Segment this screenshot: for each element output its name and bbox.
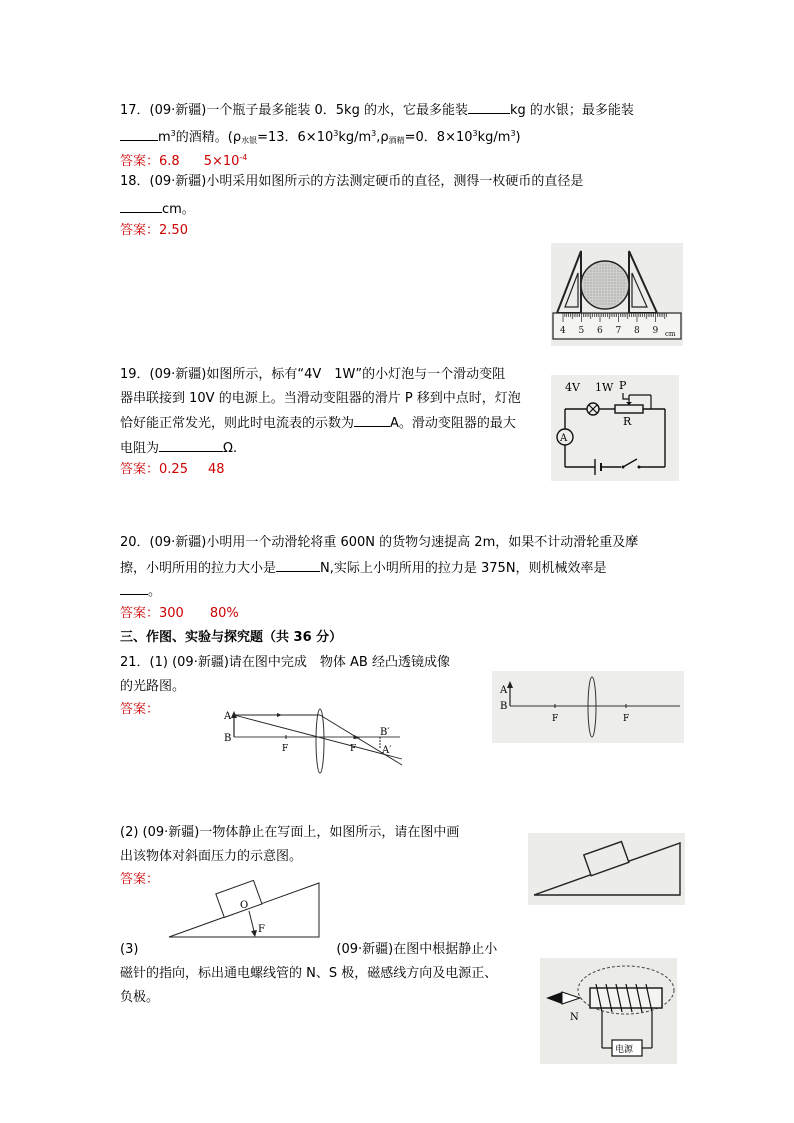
q19-text: 恰好能正常发光，则此时电流表的示数为 — [120, 416, 355, 431]
circuit-svg — [551, 375, 679, 481]
circuit-figure — [551, 375, 679, 481]
q21-2-line1 — [120, 823, 459, 843]
q18-text: 18．(09·新疆)小明采用如图所示的方法测定硬币的直径，测得一枚硬币的直径是 — [120, 174, 584, 189]
q17-text: 水银 — [241, 136, 258, 145]
q19-line3 — [120, 412, 516, 434]
ruler-tick-label: 7 — [615, 326, 622, 336]
q17-text: 3 — [170, 129, 176, 138]
section-title — [120, 628, 342, 648]
ruler-unit: cm — [665, 330, 676, 338]
q19-blank-resistance[interactable] — [159, 437, 223, 452]
label-1w: 1W — [595, 381, 614, 394]
convex-lens — [316, 709, 324, 773]
q17-text: =0．8×10 — [404, 130, 473, 145]
answer-value: 6.8 — [159, 154, 180, 169]
q17-text: kg/m — [338, 130, 372, 145]
answer-label: 答案： — [120, 462, 160, 477]
q19-text: Ω. — [223, 441, 238, 456]
solenoid-svg — [540, 958, 677, 1064]
section-title-text: 三、作图、实验与探究题（共 36 分） — [120, 630, 343, 645]
label-a-prime: A′ — [382, 745, 392, 756]
answer-label: 答案： — [120, 606, 160, 621]
q19-line2 — [120, 389, 521, 409]
label-b: B — [224, 733, 232, 744]
q21-3-text: (09·新疆)在图中根据静止小 — [336, 942, 498, 957]
ruler-tick-label: 6 — [597, 326, 603, 336]
q21-answer — [120, 700, 159, 720]
q17-text: 3 — [333, 129, 339, 138]
q21-text: 的光路图。 — [120, 679, 186, 694]
q17-blank-mercury[interactable] — [468, 99, 510, 114]
label-a: A — [224, 711, 232, 722]
coin-ruler-svg — [551, 243, 683, 346]
solenoid-figure — [540, 958, 677, 1064]
q20-line3 — [120, 580, 161, 602]
q20-text: 20．(09·新疆)小明用一个动滑轮将重 600N 的货物匀速提高 2m，如果不计动滑轮重及摩 — [120, 535, 639, 550]
incline-answer-svg — [165, 877, 323, 939]
q17-text: 的酒精。(ρ — [175, 130, 242, 145]
q18-text: cm。 — [162, 202, 195, 217]
q21-3-text: 磁针的指向，标出通电螺线管的 N、S 极，磁感线方向及电源正、 — [120, 966, 498, 981]
answer-label: 答案： — [120, 223, 160, 238]
q19-text: A。滑动变阻器的最大 — [390, 416, 516, 431]
answer-value: 2.50 — [159, 223, 188, 238]
lens-answer-figure — [222, 697, 406, 777]
q21-3-line3 — [120, 988, 159, 1008]
ruler-tick-label: 4 — [560, 326, 566, 336]
q17-text: kg/m — [477, 130, 511, 145]
label-r: R — [623, 415, 632, 428]
q21-3-line1 — [120, 940, 497, 960]
q20-blank-efficiency[interactable] — [120, 580, 148, 595]
q18-line1 — [120, 172, 583, 192]
label-a: A — [500, 685, 508, 696]
q18-line2 — [120, 198, 195, 220]
label-f1: F — [282, 744, 289, 754]
label-p: P — [619, 379, 627, 392]
q17-text: ) — [515, 130, 521, 145]
q21-text: 21．(1) (09·新疆)请在图中完成 物体 AB 经凸透镜成像 — [120, 655, 450, 670]
q20-answer — [120, 604, 239, 624]
q21-2-text: 出该物体对斜面压力的示意图。 — [120, 849, 303, 864]
q21-2-line2 — [120, 847, 302, 867]
q21-3-line2 — [120, 964, 497, 984]
q19-text: 器串联接到 10V 的电源上。当滑动变阻器的滑片 P 移到中点时，灯泡 — [120, 391, 521, 406]
q19-text: 电阻为 — [120, 441, 160, 456]
q17-text: =13．6×10 — [257, 130, 334, 145]
ruler-tick-label: 8 — [634, 326, 640, 336]
label-a: A — [560, 433, 568, 444]
label-4v: 4V — [565, 381, 580, 394]
q20-line1 — [120, 533, 638, 553]
incline-answer-figure — [165, 877, 323, 939]
lens-question-svg — [492, 671, 684, 743]
label-power: 电源 — [615, 1045, 634, 1055]
answer-label: 答案： — [120, 872, 160, 887]
q19-text: 19．(09·新疆)如图所示，标有“4V 1W”的小灯泡与一个滑动变阻 — [120, 367, 506, 382]
answer-value: 0.25 — [159, 462, 188, 477]
answer-value: 300 — [159, 606, 184, 621]
q21-2-answer — [120, 870, 159, 890]
q17-line1 — [120, 99, 634, 121]
q20-text: 擦，小明所用的拉力大小是 — [120, 561, 277, 576]
q17-text: 17．(09·新疆)一个瓶子最多能装 0．5kg 的水，它最多能装 — [120, 103, 468, 118]
q19-line1 — [120, 365, 505, 385]
q19-blank-current[interactable] — [354, 412, 390, 427]
q17-text: 3 — [371, 129, 377, 138]
lens-question-figure — [492, 671, 684, 743]
q20-text: N,实际上小明所用的拉力是 375N，则机械效率是 — [320, 561, 607, 576]
q17-answer — [120, 148, 247, 172]
incline-question-figure — [528, 833, 685, 905]
q17-text: kg 的水银；最多能装 — [509, 103, 634, 118]
label-f2: F — [350, 744, 357, 754]
label-f: F — [258, 924, 265, 935]
q17-blank-alcohol[interactable] — [120, 126, 158, 141]
block — [216, 880, 262, 917]
answer-value: 80% — [209, 606, 239, 621]
q17-text: 3 — [472, 129, 478, 138]
label-f1: F — [552, 714, 559, 724]
label-b: B — [500, 701, 508, 712]
q18-answer — [120, 221, 188, 241]
q20-text: 。 — [148, 584, 162, 599]
coin-ruler-figure — [551, 243, 683, 346]
ruler-tick-label: 9 — [652, 326, 659, 336]
label-n: N — [570, 1012, 579, 1023]
q17-text: 酒精 — [388, 136, 405, 145]
label-f2: F — [623, 714, 630, 724]
q17-text: 3 — [510, 129, 516, 138]
q21-3-text: (3) — [120, 942, 139, 957]
answer-label: 答案： — [120, 702, 160, 717]
q18-blank[interactable] — [120, 198, 162, 213]
answer-value: 48 — [207, 462, 225, 477]
q17-line2 — [120, 124, 521, 151]
label-o: O — [240, 900, 249, 911]
answer-value: -4 — [239, 153, 248, 162]
q17-text: ,ρ — [376, 130, 389, 145]
q19-answer — [120, 460, 225, 480]
answer-value: 5×10 — [203, 154, 240, 169]
ruler-tick-label: 5 — [578, 326, 585, 336]
q21-2-text: (2) (09·新疆)一物体静止在写面上，如图所示，请在图中画 — [120, 825, 460, 840]
incline-question-svg — [528, 833, 685, 905]
q19-line4 — [120, 437, 237, 459]
lens-answer-svg — [222, 697, 406, 777]
answer-label: 答案： — [120, 154, 160, 169]
q20-blank-force[interactable] — [276, 557, 320, 572]
q17-text: m — [158, 130, 171, 145]
label-b-prime: B′ — [380, 727, 390, 738]
q20-line2 — [120, 557, 607, 579]
q21-line1 — [120, 653, 450, 673]
q21-line2 — [120, 677, 185, 697]
q21-3-text: 负极。 — [120, 990, 160, 1005]
